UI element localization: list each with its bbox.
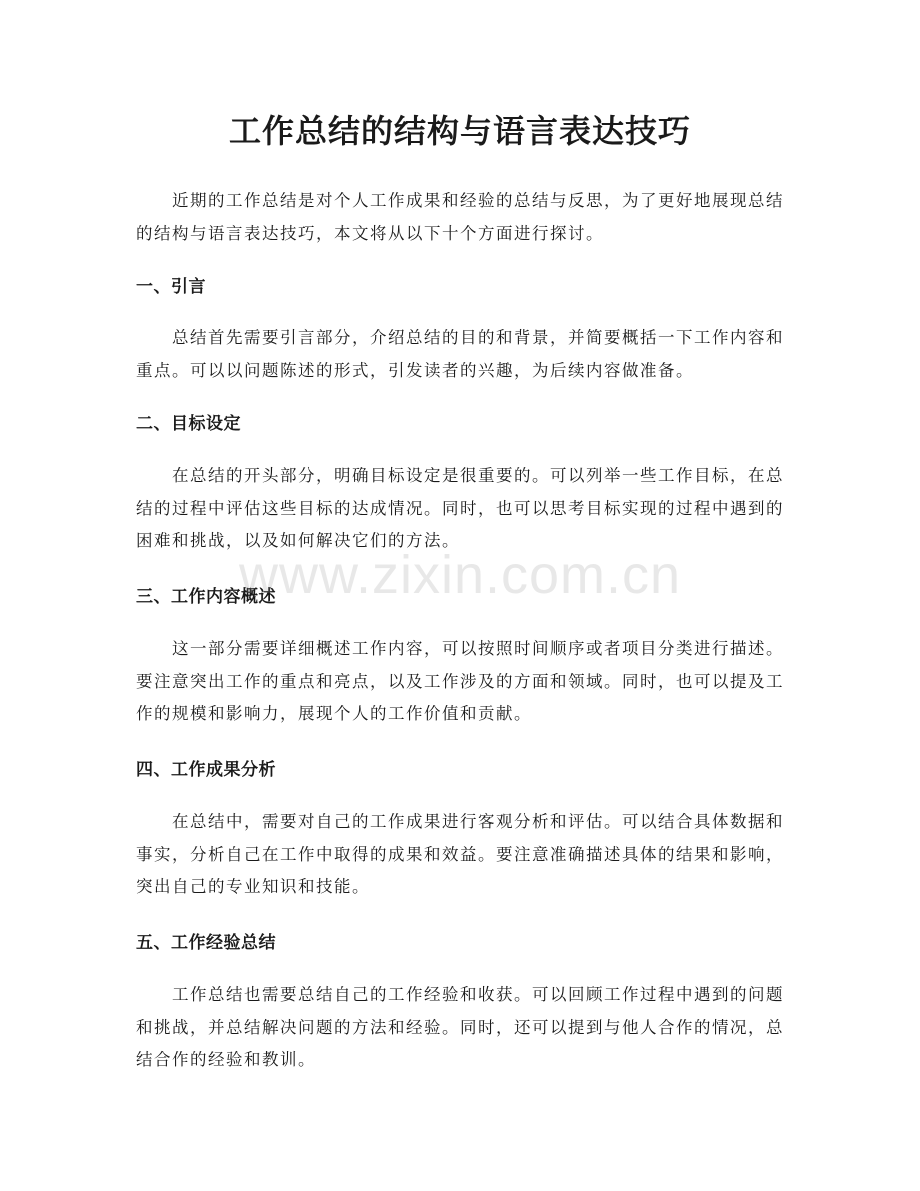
section-body-experience-summary: 工作总结也需要总结自己的工作经验和收获。可以回顾工作过程中遇到的问题和挑战，并总结解决问题的方法和经验。同时，还可以提到与他人合作的情况，总结合作的经验和教训。 [136, 985, 784, 1069]
section-body-goal-setting: 在总结的开头部分，明确目标设定是很重要的。可以列举一些工作目标，在总结的过程中评估这些目标的达成情况。同时，也可以思考目标实现的过程中遇到的困难和挑战，以及如何解决它们的方法。 [136, 466, 784, 550]
section-heading-goal-setting: 二、目标设定 [136, 414, 241, 434]
section-body-work-overview: 这一部分需要详细概述工作内容，可以按照时间顺序或者项目分类进行描述。要注意突出工作的重点和亮点，以及工作涉及的方面和领域。同时，也可以提及工作的规模和影响力，展现个人的工作价值和贡献。 [136, 639, 784, 723]
section-heading-results-analysis: 四、工作成果分析 [136, 760, 276, 780]
section-heading-experience-summary: 五、工作经验总结 [136, 933, 276, 953]
section-heading-introduction: 一、引言 [136, 277, 206, 297]
intro-paragraph: 近期的工作总结是对个人工作成果和经验的总结与反思，为了更好地展现总结的结构与语言表达技巧，本文将从以下十个方面进行探讨。 [136, 191, 784, 243]
page-title: 工作总结的结构与语言表达技巧 [228, 112, 691, 150]
section-body-results-analysis: 在总结中，需要对自己的工作成果进行客观分析和评估。可以结合具体数据和事实，分析自己在工作中取得的成果和效益。要注意准确描述具体的结果和影响，突出自己的专业知识和技能。 [136, 812, 784, 896]
section-body-introduction: 总结首先需要引言部分，介绍总结的目的和背景，并简要概括一下工作内容和重点。可以以问题陈述的形式，引发读者的兴趣，为后续内容做准备。 [136, 328, 784, 380]
watermark: www.zixin.com.cn [238, 545, 682, 605]
section-heading-work-overview: 三、工作内容概述 [136, 587, 276, 607]
